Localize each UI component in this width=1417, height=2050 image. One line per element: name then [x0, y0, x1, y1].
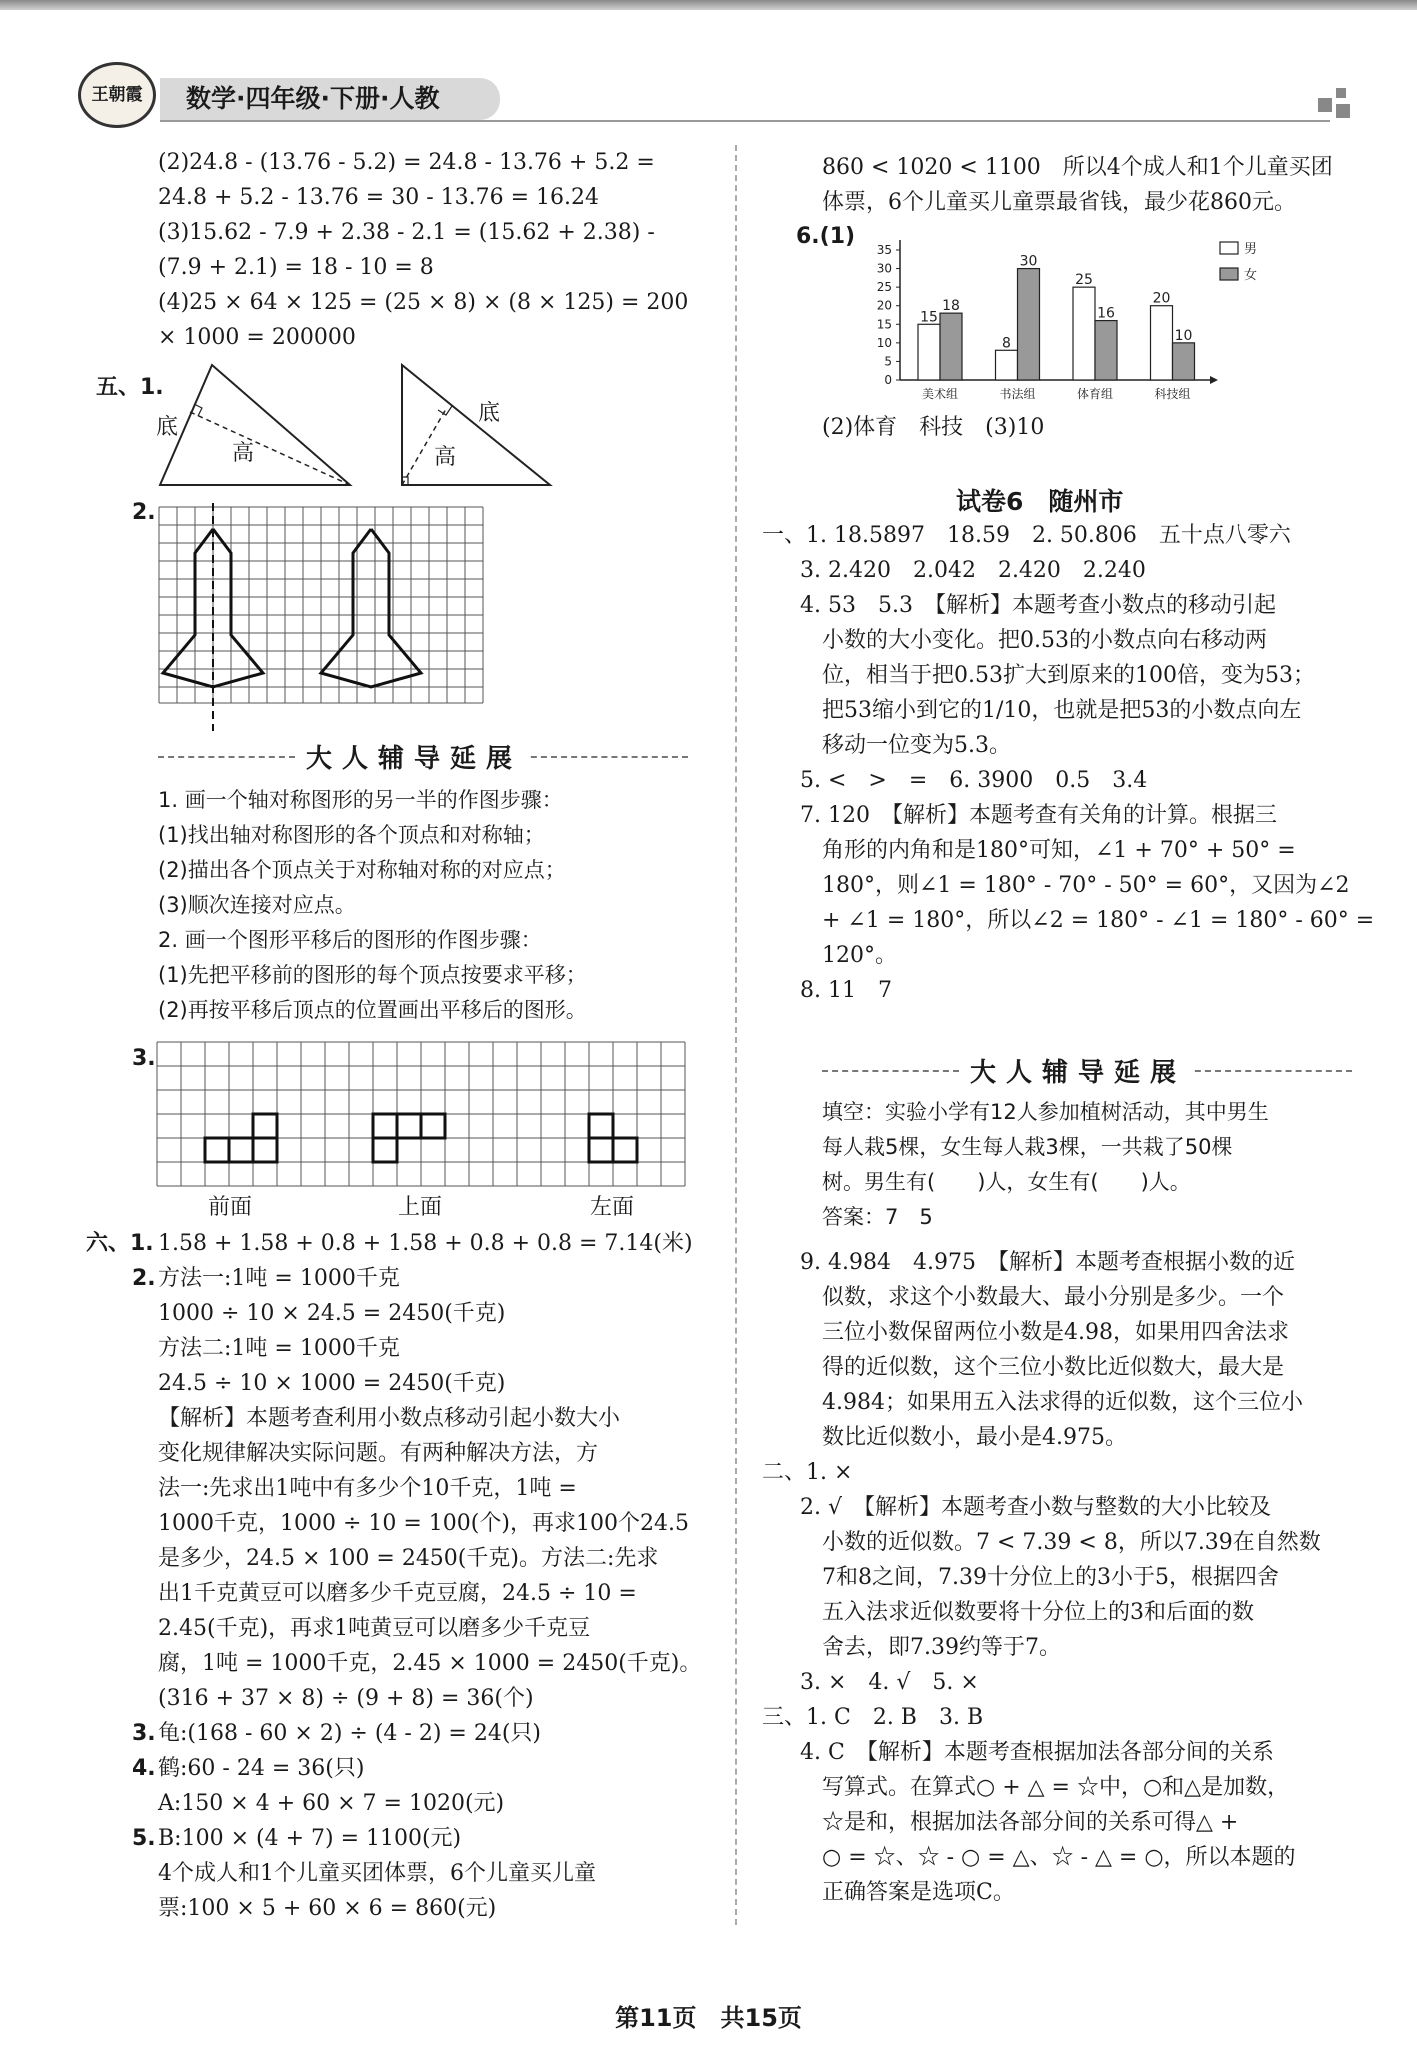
- section-6-content: [158, 1226, 702, 1926]
- bar-female: [1173, 343, 1195, 380]
- text-line: 180°，则∠1 = 180° - 70° - 50° = 60°，又因为∠2: [822, 873, 1350, 898]
- y-tick-label: 5: [884, 354, 892, 369]
- bar-male: [918, 324, 940, 380]
- text-line: 填空：实验小学有12人参加植树活动，其中男生: [822, 1100, 1269, 1124]
- text-line: (3)顺次连接对应点。: [158, 893, 356, 917]
- text-line: 120°。: [822, 943, 897, 968]
- publisher-logo: 王朝霞: [78, 62, 156, 128]
- text-line: 似数，求这个小数最大、最小分别是多少。一个: [822, 1285, 1285, 1310]
- y-tick-label: 35: [876, 243, 892, 257]
- bar-female: [1018, 269, 1040, 380]
- section-5-label: 五、1.: [96, 375, 164, 400]
- question-number: 2.: [132, 1266, 156, 1291]
- triangle-figures: [150, 360, 570, 500]
- text-line: 舍去，即7.39约等于7。: [822, 1635, 1061, 1660]
- question-2-label: 2.: [132, 500, 156, 525]
- triangle-2: [402, 365, 550, 485]
- deco-square: [1318, 98, 1332, 112]
- text-line: 角形的内角和是180°可知，∠1 + 70° + 50° =: [822, 838, 1296, 863]
- top-bar: [0, 0, 1417, 10]
- text-line: A:150 × 4 + 60 × 7 = 1020(元): [158, 1791, 505, 1816]
- bar-value-label: 10: [1174, 327, 1193, 344]
- text-line: 860 < 1020 < 1100 所以4个成人和1个儿童买团: [822, 155, 1333, 180]
- view-label-top: 上面: [398, 1195, 443, 1220]
- bar-value-label: 8: [1002, 335, 1011, 352]
- y-tick-label: 0: [884, 373, 892, 387]
- text-line: (7.9 + 2.1) = 18 - 10 = 8: [158, 255, 434, 280]
- bar-value-label: 20: [1152, 290, 1171, 307]
- text-line: 4. 53 5.3 【解析】本题考查小数点的移动引起: [800, 593, 1276, 618]
- triangle-1: [160, 365, 350, 485]
- text-line: (316 + 37 × 8) ÷ (9 + 8) = 36(个): [158, 1686, 534, 1711]
- text-line: 2.45(千克)，再求1吨黄豆可以磨多少千克豆: [158, 1616, 591, 1641]
- category-label: 科技组: [1154, 387, 1191, 401]
- header-rule: [160, 120, 1330, 122]
- left-view-shape: [589, 1114, 637, 1162]
- text-line: 票:100 × 5 + 60 × 6 = 860(元): [158, 1896, 497, 1921]
- front-view-shape: [205, 1114, 277, 1162]
- text-line: B:100 × (4 + 7) = 1100(元): [158, 1826, 462, 1851]
- extension-title: 大人辅导延展: [298, 738, 530, 775]
- column-divider: [735, 145, 737, 1925]
- text-line: (2)描出各个顶点关于对称轴对称的对应点；: [158, 858, 566, 882]
- text-line: (1)找出轴对称图形的各个顶点和对称轴；: [158, 823, 545, 847]
- text-line: 小数的近似数。7 < 7.39 < 8，所以7.39在自然数: [822, 1530, 1321, 1555]
- text-line: + ∠1 = 180°，所以∠2 = 180° - ∠1 = 180° - 60° =: [822, 908, 1375, 933]
- bar-value-label: 30: [1019, 253, 1038, 270]
- text-line: 8. 11 7: [800, 978, 892, 1003]
- text-line: 2. √ 【解析】本题考查小数与整数的大小比较及: [800, 1495, 1272, 1520]
- triangle-2-base-label: 底: [478, 401, 501, 426]
- text-line: 移动一位变为5.3。: [822, 733, 1011, 758]
- text-line: 正确答案是选项C。: [822, 1880, 1015, 1905]
- text-line: × 1000 = 200000: [158, 325, 356, 350]
- text-line: 腐，1吨 = 1000千克，2.45 × 1000 = 2450(千克)。: [158, 1651, 702, 1676]
- translated-shape: [321, 529, 421, 687]
- deco-square: [1336, 88, 1346, 98]
- bar-female: [940, 313, 962, 380]
- view-label-left: 左面: [590, 1195, 635, 1220]
- text-line: (3)15.62 - 7.9 + 2.38 - 2.1 = (15.62 + 2.38) -: [158, 220, 655, 245]
- bar-male: [996, 350, 1018, 380]
- grid-figure-1: [155, 503, 485, 733]
- text-line: 一、1. 18.5897 18.59 2. 50.806 五十点八零六: [762, 523, 1291, 548]
- text-line: 是多少，24.5 × 100 = 2450(千克)。方法二:先求: [158, 1546, 659, 1571]
- extension-title: 大人辅导延展: [962, 1052, 1194, 1089]
- x-axis-arrow: [1210, 376, 1218, 384]
- bar-value-label: 15: [920, 309, 938, 326]
- section-2-3-answers: [762, 1245, 1352, 1910]
- question-number: 3.: [132, 1721, 156, 1746]
- text-line: 出1千克黄豆可以磨多少千克豆腐，24.5 ÷ 10 =: [158, 1581, 637, 1606]
- text-line: 4个成人和1个儿童买团体票，6个儿童买儿童: [158, 1861, 596, 1886]
- right-top-text: [822, 150, 1362, 220]
- page-footer: 第11页 共15页: [615, 2004, 802, 2032]
- text-line: 1.58 + 1.58 + 0.8 + 1.58 + 0.8 + 0.8 = 7.14(米): [158, 1231, 693, 1256]
- category-label: 美术组: [921, 387, 959, 401]
- extension-content: [158, 783, 698, 1028]
- text-line: 二、1. ×: [762, 1460, 853, 1485]
- text-line: 三位小数保留两位小数是4.98，如果用四舍法求: [822, 1320, 1289, 1345]
- bar-value-label: 18: [942, 298, 960, 315]
- text-line: 树。男生有( )人，女生有( )人。: [822, 1170, 1191, 1194]
- y-tick-label: 10: [876, 335, 892, 350]
- legend-label: 男: [1244, 242, 1258, 257]
- text-line: (2)24.8 - (13.76 - 5.2) = 24.8 - 13.76 + 5.2 =: [158, 150, 655, 175]
- subject-banner: 数学·四年级·下册·人教: [160, 78, 500, 120]
- text-line: 每人栽5棵，女生每人栽3棵，一共栽了50棵: [822, 1135, 1233, 1159]
- triangle-1-height-label: 高: [232, 441, 255, 466]
- text-line: 鹤:60 - 24 = 36(只): [158, 1756, 365, 1781]
- text-line: 体票，6个儿童买儿童票最省钱，最少花860元。: [822, 190, 1296, 215]
- bar-value-label: 16: [1097, 305, 1115, 322]
- text-line: 位，相当于把0.53扩大到原来的100倍，变为53；: [822, 663, 1315, 688]
- category-label: 书法组: [999, 387, 1036, 401]
- legend-label: 女: [1244, 268, 1258, 283]
- text-line: 7和8之间，7.39十分位上的3小于5，根据四舍: [822, 1565, 1279, 1590]
- text-line: ○ = ☆、☆ - ○ = △、☆ - △ = ○，所以本题的: [822, 1845, 1296, 1870]
- text-line: 法一:先求出1吨中有多少个10千克，1吨 =: [158, 1476, 577, 1501]
- bar-female: [1095, 321, 1117, 380]
- extension-content: [822, 1095, 1362, 1235]
- y-tick-label: 20: [876, 298, 892, 313]
- text-line: 【解析】本题考查利用小数点移动引起小数大小: [158, 1406, 621, 1431]
- y-tick-label: 15: [876, 317, 892, 332]
- text-line: 五入法求近似数要将十分位上的3和后面的数: [822, 1600, 1254, 1625]
- text-line: 3. × 4. √ 5. ×: [800, 1670, 979, 1695]
- text-line: 5. < > = 6. 3900 0.5 3.4: [800, 768, 1148, 793]
- text-line: 方法一:1吨 = 1000千克: [158, 1266, 400, 1291]
- text-line: (1)先把平移前的图形的每个顶点按要求平移；: [158, 963, 587, 987]
- text-line: (2)再按平移后顶点的位置画出平移后的图形。: [158, 998, 587, 1022]
- question-6-label: 6.(1): [796, 224, 856, 249]
- text-line: 7. 120 【解析】本题考查有关角的计算。根据三: [800, 803, 1277, 828]
- three-views-grid: [155, 1040, 695, 1190]
- text-line: 2. 画一个图形平移后的图形的作图步骤：: [158, 928, 542, 952]
- question-number: 4.: [132, 1756, 156, 1781]
- text-line: 三、1. C 2. B 3. B: [762, 1705, 984, 1730]
- category-label: 体育组: [1076, 387, 1114, 401]
- text-line: 24.8 + 5.2 - 13.76 = 30 - 13.76 = 16.24: [158, 185, 600, 210]
- text-line: 答案：7 5: [822, 1205, 933, 1229]
- text-line: 3. 2.420 2.042 2.420 2.240: [800, 558, 1146, 583]
- left-column: [158, 145, 698, 355]
- y-tick-label: 30: [876, 261, 892, 276]
- bar-male: [1073, 287, 1095, 380]
- question-3-label: 3.: [132, 1046, 156, 1071]
- text-line: 变化规律解决实际问题。有两种解决方法，方: [158, 1441, 599, 1466]
- text-line: 4.984；如果用五入法求得的近似数，这个三位小: [822, 1390, 1303, 1415]
- triangle-1-height: [190, 412, 350, 485]
- exam-title: 试卷6 随州市: [956, 487, 1124, 516]
- text-line: 4. C 【解析】本题考查根据加法各部分间的关系: [800, 1740, 1274, 1765]
- triangle-2-height-label: 高: [434, 445, 457, 470]
- text-line: 1000千克，1000 ÷ 10 = 100(个)，再求100个24.5: [158, 1511, 689, 1536]
- view-label-front: 前面: [208, 1195, 253, 1220]
- bar-value-label: 25: [1075, 272, 1093, 289]
- legend-swatch: [1220, 268, 1238, 280]
- text-line: 龟:(168 - 60 × 2) ÷ (4 - 2) = 24(只): [158, 1721, 541, 1746]
- text-line: 1. 画一个轴对称图形的另一半的作图步骤：: [158, 788, 563, 812]
- text-line: 9. 4.984 4.975 【解析】本题考查根据小数的近: [800, 1250, 1295, 1275]
- deco-square: [1336, 104, 1350, 118]
- text-line: 方法二:1吨 = 1000千克: [158, 1336, 400, 1361]
- text-line: ☆是和，根据加法各部分间的关系可得△ +: [822, 1810, 1239, 1835]
- text-line: 把53缩小到它的1/10，也就是把53的小数点向左: [822, 698, 1302, 723]
- section-6-label: 六、1.: [86, 1231, 154, 1256]
- section-1-answers: [762, 518, 1375, 1008]
- text-line: 得的近似数，这个三位小数比近似数大，最大是: [822, 1355, 1285, 1380]
- text-line: 写算式。在算式○ + △ = ☆中，○和△是加数，: [822, 1775, 1290, 1800]
- legend-swatch: [1220, 242, 1238, 254]
- text-line: 24.5 ÷ 10 × 1000 = 2450(千克): [158, 1371, 506, 1396]
- text-line: 数比近似数小，最小是4.975。: [822, 1425, 1127, 1450]
- bar-male: [1151, 306, 1173, 380]
- bar-chart: [840, 230, 1280, 410]
- y-tick-label: 25: [876, 280, 892, 295]
- text-line: 小数的大小变化。把0.53的小数点向右移动两: [822, 628, 1267, 653]
- top-view-shape: [373, 1114, 445, 1162]
- triangle-1-base-label: 底: [156, 415, 179, 440]
- text-line: (4)25 × 64 × 125 = (25 × 8) × (8 × 125) = 200: [158, 290, 689, 315]
- chart-answer: (2)体育 科技 (3)10: [822, 415, 1045, 440]
- question-number: 5.: [132, 1826, 156, 1851]
- text-line: 1000 ÷ 10 × 24.5 = 2450(千克): [158, 1301, 506, 1326]
